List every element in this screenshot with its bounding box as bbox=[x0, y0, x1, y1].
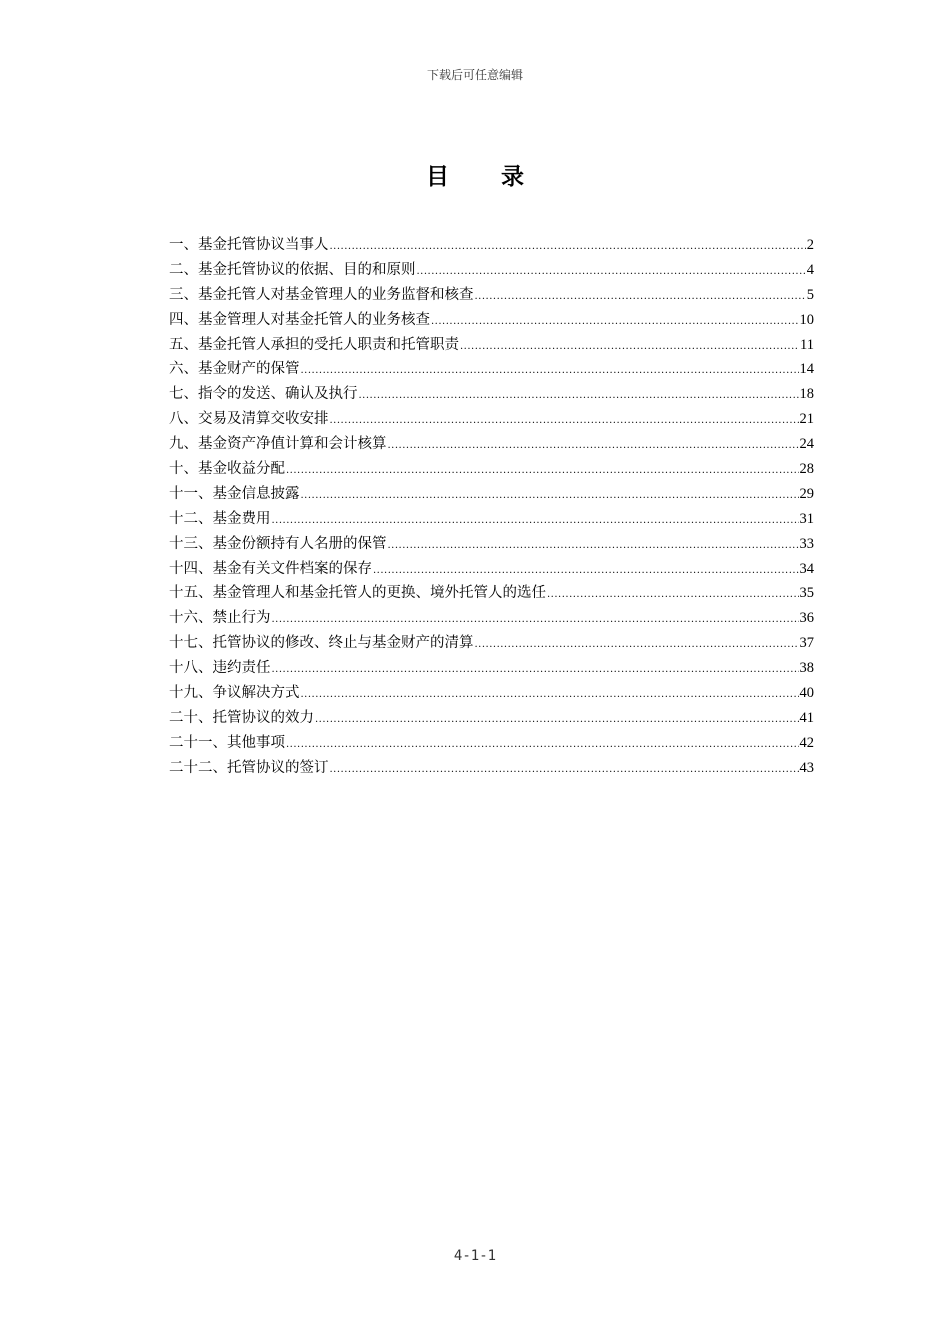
toc-entry-label: 六、基金财产的保管 bbox=[169, 361, 300, 378]
toc-entry-label: 二十一、其他事项 bbox=[169, 734, 285, 751]
toc-entry[interactable] bbox=[169, 432, 814, 457]
toc-entry-label: 一、基金托管协议当事人 bbox=[169, 237, 329, 253]
toc-entry-label: 十六、禁止行为 bbox=[169, 610, 271, 627]
toc-entry-page-number: 24 bbox=[799, 436, 814, 453]
page-number-footer: 4-1-1 bbox=[453, 1248, 497, 1264]
toc-entry[interactable] bbox=[169, 681, 814, 706]
toc-dot-leader bbox=[373, 559, 799, 582]
toc-dot-leader bbox=[475, 633, 799, 656]
toc-dot-leader bbox=[330, 235, 806, 258]
toc-entry-page-number: 41 bbox=[799, 709, 814, 726]
toc-entry-page-number: 38 bbox=[799, 660, 814, 677]
toc-entry-page-number: 43 bbox=[799, 759, 814, 776]
toc-entry-page-number: 4 bbox=[806, 261, 814, 278]
header-note: 下载后可任意编辑 bbox=[426, 68, 523, 82]
toc-dot-leader bbox=[330, 409, 799, 432]
toc-entry[interactable] bbox=[169, 357, 814, 382]
toc-entry-page-number: 34 bbox=[799, 560, 814, 577]
toc-entry[interactable] bbox=[169, 482, 814, 507]
toc-entry-label: 二十二、托管协议的签订 bbox=[169, 759, 329, 776]
toc-entry[interactable] bbox=[169, 557, 814, 582]
toc-entry-label: 五、基金托管人承担的受托人职责和托管职责 bbox=[169, 336, 459, 353]
toc-dot-leader bbox=[286, 459, 799, 482]
toc-entry-label: 四、基金管理人对基金托管人的业务核查 bbox=[169, 311, 430, 328]
toc-entry-label: 八、交易及清算交收安排 bbox=[169, 411, 329, 428]
toc-dot-leader bbox=[475, 285, 806, 308]
toc-entry-page-number: 21 bbox=[799, 411, 814, 428]
toc-entry-page-number: 33 bbox=[799, 535, 814, 552]
toc-dot-leader bbox=[315, 708, 799, 731]
toc-entry[interactable] bbox=[169, 308, 814, 333]
toc-entry-page-number: 36 bbox=[799, 610, 814, 627]
toc-dot-leader bbox=[272, 509, 799, 532]
toc-entry[interactable] bbox=[169, 283, 814, 308]
toc-entry[interactable] bbox=[169, 731, 814, 756]
toc-entry-page-number: 18 bbox=[799, 386, 814, 403]
toc-entry-page-number: 10 bbox=[799, 311, 814, 328]
toc-entry-label: 十九、争议解决方式 bbox=[169, 685, 300, 702]
toc-entry-page-number: 42 bbox=[799, 734, 814, 751]
toc-entry[interactable] bbox=[169, 656, 814, 681]
toc-list bbox=[169, 233, 814, 781]
toc-entry[interactable] bbox=[169, 333, 814, 358]
toc-dot-leader bbox=[301, 683, 799, 706]
toc-entry-label: 十五、基金管理人和基金托管人的更换、境外托管人的选任 bbox=[169, 585, 546, 602]
toc-dot-leader bbox=[359, 384, 799, 407]
toc-entry[interactable] bbox=[169, 532, 814, 557]
toc-entry-page-number: 31 bbox=[799, 510, 814, 527]
toc-entry-label: 十一、基金信息披露 bbox=[169, 485, 300, 502]
toc-entry-label: 十四、基金有关文件档案的保存 bbox=[169, 560, 372, 577]
toc-entry-page-number: 14 bbox=[799, 361, 814, 378]
toc-entry-label: 十七、托管协议的修改、终止与基金财产的清算 bbox=[169, 635, 474, 652]
toc-dot-leader bbox=[388, 434, 799, 457]
toc-dot-leader bbox=[417, 260, 806, 283]
toc-entry-page-number: 37 bbox=[799, 635, 814, 652]
toc-entry-page-number: 35 bbox=[799, 585, 814, 602]
toc-title: 目 录 bbox=[425, 163, 546, 190]
toc-dot-leader bbox=[388, 534, 799, 557]
toc-entry-label: 十三、基金份额持有人名册的保管 bbox=[169, 535, 387, 552]
toc-entry-label: 二、基金托管协议的依据、目的和原则 bbox=[169, 261, 416, 278]
toc-entry-label: 十、基金收益分配 bbox=[169, 461, 285, 478]
toc-entry[interactable] bbox=[169, 457, 814, 482]
toc-entry-page-number: 11 bbox=[800, 336, 814, 353]
toc-entry-label: 十二、基金费用 bbox=[169, 510, 271, 527]
toc-dot-leader bbox=[272, 658, 799, 681]
toc-entry[interactable] bbox=[169, 706, 814, 731]
toc-dot-leader bbox=[301, 484, 799, 507]
toc-entry[interactable] bbox=[169, 631, 814, 656]
toc-entry-label: 二十、托管协议的效力 bbox=[169, 709, 314, 726]
toc-dot-leader bbox=[460, 335, 799, 358]
toc-entry-label: 十八、违约责任 bbox=[169, 660, 271, 677]
toc-entry-page-number: 5 bbox=[806, 286, 814, 303]
toc-dot-leader bbox=[330, 758, 799, 781]
toc-entry-label: 九、基金资产净值计算和会计核算 bbox=[169, 436, 387, 453]
toc-entry[interactable] bbox=[169, 507, 814, 532]
toc-entry-label: 七、指令的发送、确认及执行 bbox=[169, 386, 358, 403]
toc-entry-page-number: 40 bbox=[799, 685, 814, 702]
toc-entry[interactable] bbox=[169, 407, 814, 432]
toc-dot-leader bbox=[547, 583, 799, 606]
toc-entry[interactable] bbox=[169, 756, 814, 781]
toc-entry-label: 三、基金托管人对基金管理人的业务监督和核查 bbox=[169, 286, 474, 303]
toc-entry[interactable] bbox=[169, 382, 814, 407]
toc-entry-page-number: 29 bbox=[799, 485, 814, 502]
toc-dot-leader bbox=[272, 608, 799, 631]
toc-dot-leader bbox=[431, 310, 799, 333]
toc-entry[interactable] bbox=[169, 606, 814, 631]
toc-entry-page-number: 2 bbox=[806, 237, 814, 253]
toc-entry-page-number: 28 bbox=[799, 461, 814, 478]
toc-dot-leader bbox=[286, 733, 799, 756]
toc-dot-leader bbox=[301, 359, 799, 382]
toc-entry[interactable] bbox=[169, 581, 814, 606]
toc-entry[interactable] bbox=[169, 258, 814, 283]
toc-entry[interactable] bbox=[169, 233, 814, 258]
